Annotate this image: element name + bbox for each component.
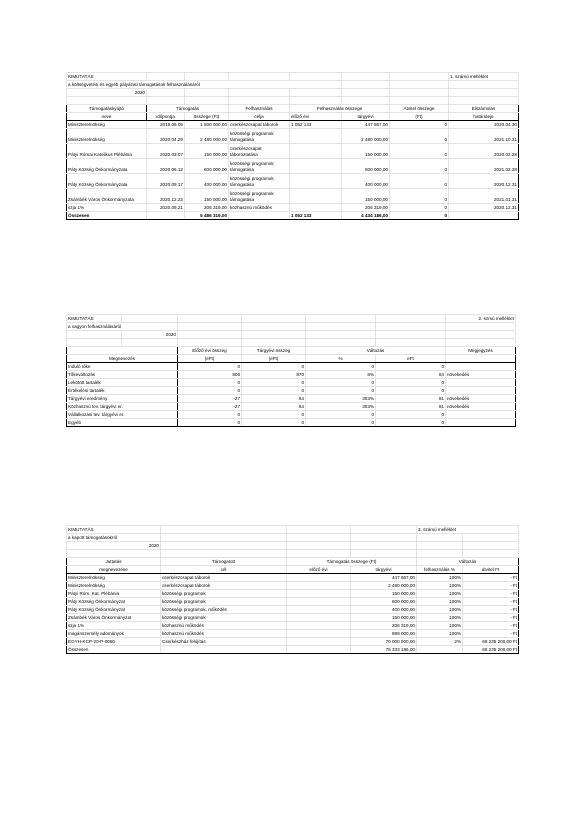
table1-header-purpose: célja (229, 113, 290, 121)
table3-annex: 3. számú melléklet (417, 526, 519, 534)
table1-header-supporter-name: neve (67, 113, 147, 121)
table1-title: KIMUTATÁS (67, 73, 147, 81)
table2-year: 2020 (122, 331, 178, 339)
table2-header-curr-unit: (eFt) (242, 355, 306, 363)
received-grants-table (66, 525, 519, 654)
table2-header-change-eft: eFt (376, 355, 446, 363)
table1-header-transfer: Átvitel összege (390, 105, 449, 113)
table-row: magánszemély adományok közhasznú működés 899 000,00 100% - Ft (68, 630, 518, 636)
table-row: Pátyi Róm. Kat. Plébánia közösségi programok 150 000,00 100% - Ft (68, 590, 518, 596)
table-row: Miniszterelnökség cserkészcsapat táborok 2 480 000,00 100% - Ft (68, 582, 518, 588)
table-row: EGYH-KCP-20-P-0050 Cserkészház felújítás 70 000 000,00 2% 68 235 200,00 Ft (68, 638, 518, 644)
table-row: Páty Község Önkormányzat közösségi programok, működés 400 000,00 100% - Ft (68, 606, 518, 612)
table-row: Miniszterelnökség 2019.06.05 1 500 000,00 cserkészcsapat táborok 1 052 133 447 867,00 0 2020.04.30 (68, 121, 517, 127)
table-row: Miniszterelnökség 2020.04.29 2 480 000,00 közösségi programok támogatása 2 480 000,00 0 2021.10.31 (67, 129, 519, 144)
table-row: Zsámbék Város Önkormányzat közösségi programok 150 000,00 100% - Ft (68, 614, 518, 620)
table1-header-curr: tárgyévi (342, 113, 390, 121)
table3-header-purpose-name: cél (161, 566, 287, 574)
table1-header-date: időpontja (147, 113, 185, 121)
table3-header-grant-name: megnevezése (67, 566, 161, 574)
table2-header-prev: Előző évi összeg (178, 347, 242, 355)
table2-header-change: Változás (306, 347, 446, 355)
table1-annex: 1. számú melléklet (449, 73, 519, 81)
table-row: Páty Község Önkormányzat közösségi programok 600 000,00 100% - Ft (68, 598, 518, 604)
table-total-row: Összesen 75 333 186,00 68 235 200,00 Ft (68, 646, 518, 652)
table-row: Miniszterelnökség cserkészcsapat táborok 447 867,00 100% - Ft (68, 574, 518, 580)
table1-header-usage: Felhasználás (229, 105, 290, 113)
table1-header-usage-amount: Felhasználás összege (290, 105, 390, 113)
table-row: Zsámbék Város Önkormányzata 2020.12.23 150 000,00 közösségi programok támogatása 150 000,00 0 2021.01.31 (67, 189, 519, 204)
table-row: Értékelési tartalék 0 0 0 0 (67, 387, 516, 395)
assets-usage-table (66, 314, 516, 427)
table3-header-transfer: átvitel Ft (463, 566, 519, 574)
table-row: Közhasznú tev. tárgyévi er. -27 64 303% 91 növekedés (67, 403, 516, 411)
table-row: Egyéb 0 0 0 0 (67, 419, 516, 427)
table3-header-change: Változás (417, 558, 519, 566)
table1-year: 2020 (67, 89, 147, 97)
table3-header-pct: felhasználás % (417, 566, 463, 574)
grants-usage-table (66, 72, 519, 220)
table-total-row: Összesen 5 486 319,00 1 052 133 4 434 186,00 0 (67, 212, 519, 220)
table-row: szja 1% 2020.09.21 206 319,00 közhasznú működés 206 319,00 0 2020.12.31 (68, 204, 517, 210)
table3-header-curr: tárgyévi (351, 566, 417, 574)
table-row: Pátyi Római Katolikus Plébánia 2020.03.07 150 000,00 cserkészcsapat táboroztatása 150 000,00 0 2020.02.28 (67, 144, 519, 159)
table1-header-transfer-unit: (Ft) (390, 113, 449, 121)
table1-subtitle: a költségvetési és egyéb pályázati támogatások felhasználásáról (67, 81, 342, 89)
table2-subtitle: a vagyon felhasználásáról (67, 323, 178, 331)
table-row: Tőkeváltozás 806 870 8% 64 növekedés (67, 371, 516, 379)
table3-year: 2020 (67, 542, 161, 550)
table1-header-settle: Elszámolás (449, 105, 519, 113)
table2-header-name: Megnevezés (67, 355, 178, 363)
table3-header-purpose: Támogatott (161, 558, 287, 566)
table2-header-change-pct: % (306, 355, 376, 363)
table2-header-curr: Tárgyévi összeg (242, 347, 306, 355)
table-row: Lekötött tartalék 0 0 0 0 (67, 379, 516, 387)
table3-title: KIMUTATÁS (67, 526, 161, 534)
table2-header-prev-unit: (eFt) (178, 355, 242, 363)
table3-header-prev: előző évi (287, 566, 351, 574)
table1-header-supporter: Támogatáskyújtó (67, 105, 147, 113)
table-row: Páty Község Önkormányzata 2020.06.12 600 000,00 közösségi programok támogatása 600 000,00 0 2021.02.28 (67, 159, 519, 174)
table1-header-support: Támogatás (147, 105, 229, 113)
table-row: Induló tőke 0 0 0 0 (67, 363, 516, 371)
table3-header-grant: Juttatás (67, 558, 161, 566)
table2-header-note: Megjegyzés (446, 347, 516, 355)
table1-header-prev: előző évi (290, 113, 342, 121)
table-row: szja 1% közhasznú működés 206 319,00 100% - Ft (68, 622, 518, 628)
table-row: Tárgyévi eredmény -27 64 303% 91 növekedés (67, 395, 516, 403)
table1-header-amount: összege (Ft) (185, 113, 229, 121)
table2-annex: 2. szmú melléklet (446, 315, 516, 323)
table1-header-deadline: határideje (449, 113, 519, 121)
table3-subtitle: a kapott támogatásokról (67, 534, 161, 542)
table3-header-amount: Támogatás összege (Ft) (287, 558, 417, 566)
table2-title: KIMUTATÁS (67, 315, 122, 323)
table-row: Páty Község Önkormányzata 2020.09.17 400 000,00 közösségi programok támogatása 400 000,00 0 2020.12.31 (67, 174, 519, 189)
table-row: Vállalkozási tev. tárgyévi er. 0 0 0 0 (67, 411, 516, 419)
